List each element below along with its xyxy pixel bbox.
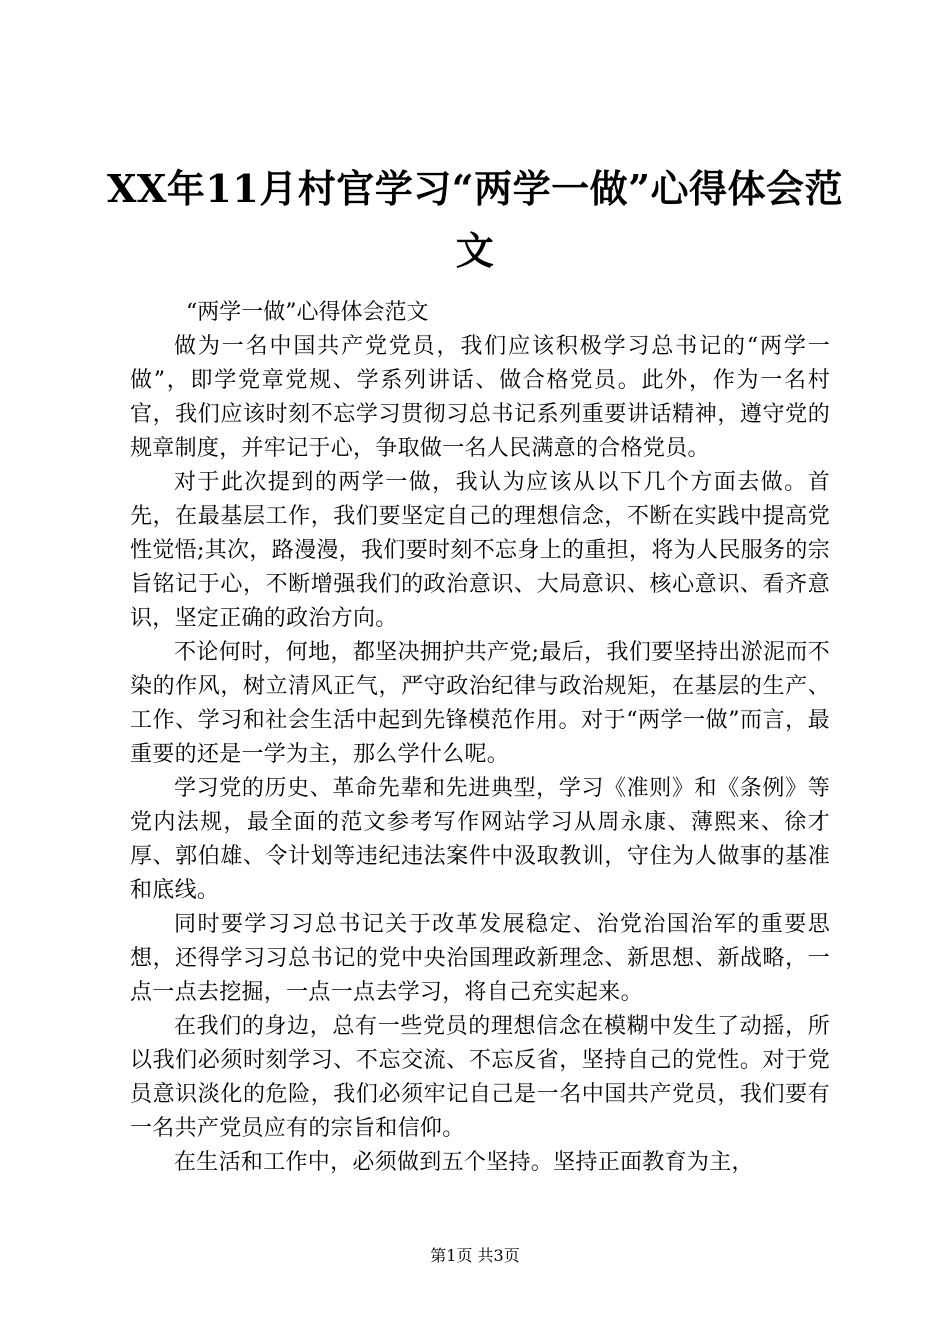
paragraph: 对于此次提到的两学一做，我认为应该从以下几个方面去做。首先，在最基层工作，我们要坚定自己的理想信念，不断在实践中提高党性觉悟;其次，路漫漫，我们要时刻不忘身上的重担，将为人民服务的宗旨铭记于心，不断增强我们的政治意识、大局意识、核心意识、看齐意识，坚定正确的政治方向。	[130, 470, 830, 631]
document-title: XX年11月村官学习“两学一做”心得体会范文	[106, 166, 844, 273]
paragraph: 同时要学习习总书记关于改革发展稳定、治党治国治军的重要思想，还得学习习总书记的党中央治国理政新理念、新思想、新战略，一点一点去挖掘，一点一点去学习，将自己充实起来。	[130, 912, 830, 1005]
paragraph: 不论何时，何地，都坚决拥护共产党;最后，我们要坚持出淤泥而不染的作风，树立清风正气，严守政治纪律与政治规矩，在基层的生产、工作、学习和社会生活中起到先锋模范作用。对于“两学一做”而言，最重要的还是一学为主，那么学什么呢。	[130, 640, 830, 767]
paragraph: 在我们的身边，总有一些党员的理想信念在模糊中发生了动摇，所以我们必须时刻学习、不忘交流、不忘反省，坚持自己的党性。对于党员意识淡化的危险，我们必须牢记自己是一名中国共产党员，我们要有一名共产党员应有的宗旨和信仰。	[130, 1014, 830, 1141]
document-subtitle: “两学一做”心得体会范文	[186, 300, 429, 325]
paragraph: 学习党的历史、革命先辈和先进典型，学习《准则》和《条例》等党内法规，最全面的范文参考写作网站学习从周永康、薄熙来、徐才厚、郭伯雄、令计划等违纪违法案件中汲取教训，守住为人做事的基准和底线。	[130, 776, 830, 903]
paragraph: 做为一名中国共产党党员，我们应该积极学习总书记的“两学一做”，即学党章党规、学系列讲话、做合格党员。此外，作为一名村官，我们应该时刻不忘学习贯彻习总书记系列重要讲话精神，遵守党的规章制度，并牢记于心，争取做一名人民满意的合格党员。	[130, 334, 830, 461]
page-footer: 第1页 共3页	[430, 1246, 520, 1265]
document-body	[130, 330, 830, 1180]
paragraph: 在生活和工作中，必须做到五个坚持。坚持正面教育为主，	[174, 1150, 754, 1175]
